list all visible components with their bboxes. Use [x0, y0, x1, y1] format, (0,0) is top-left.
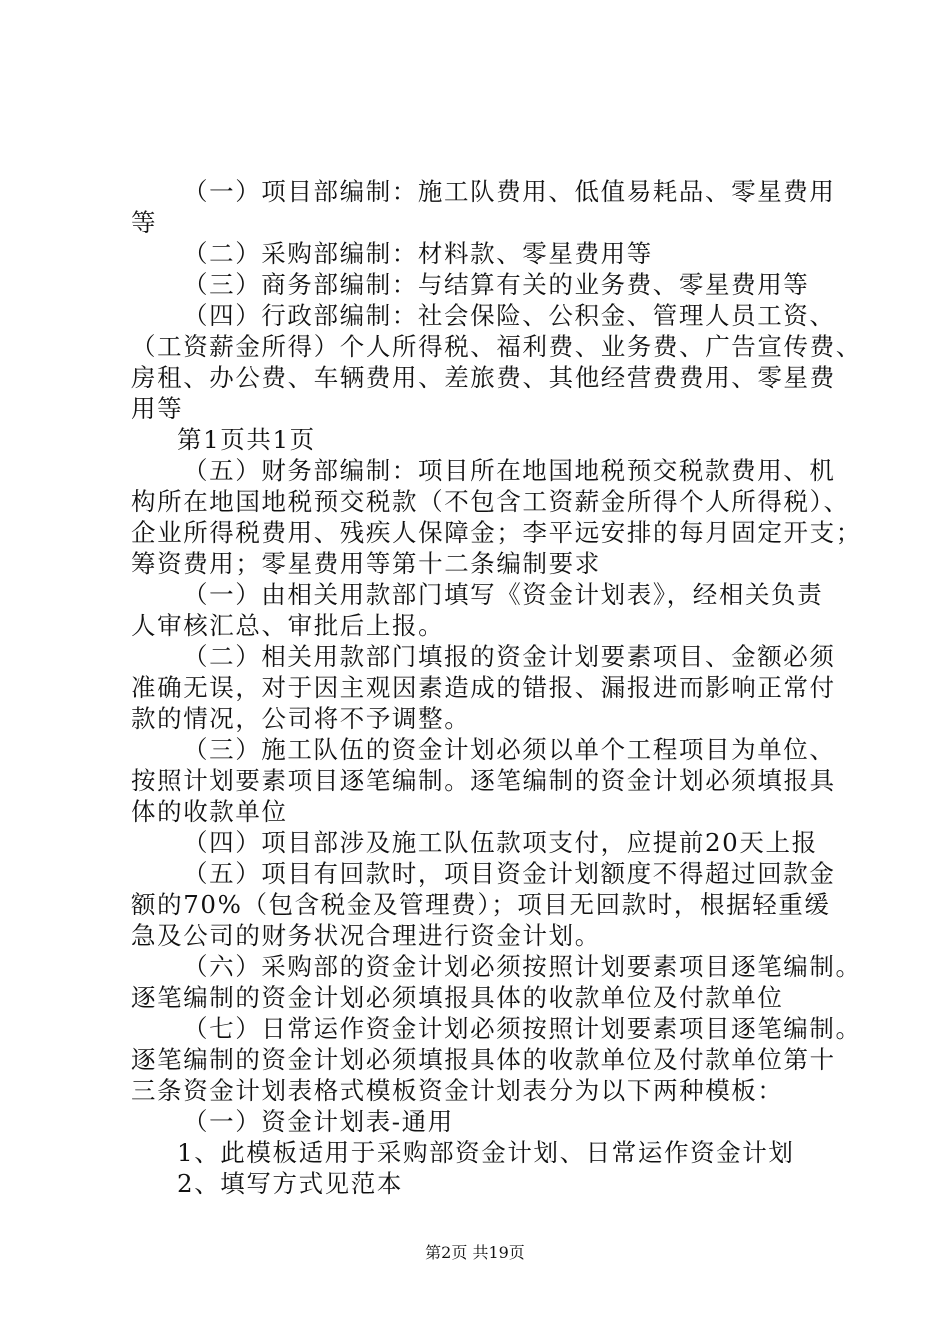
text-line: 企业所得税费用、残疾人保障金；李平远安排的每月固定开支；	[131, 518, 862, 547]
text-line: 构所在地国地税预交税款（不包含工资薪金所得个人所得税）、	[131, 487, 850, 516]
text-line: （一）资金计划表-通用	[183, 1107, 454, 1136]
text-line: （一）项目部编制：施工队费用、低值易耗品、零星费用	[183, 177, 836, 206]
text-line: （五）项目有回款时，项目资金计划额度不得超过回款金	[183, 859, 836, 888]
text-line: 体的收款单位	[131, 797, 288, 826]
text-line: 急及公司的财务状况合理进行资金计划。	[131, 921, 601, 950]
text-line: （一）由相关用款部门填写《资金计划表》，经相关负责	[183, 580, 824, 609]
text-line: （六）采购部的资金计划必须按照计划要素项目逐笔编制。	[183, 952, 862, 981]
text-line: 款的情况，公司将不予调整。	[131, 704, 471, 733]
text-line: （二）采购部编制：材料款、零星费用等	[183, 239, 653, 268]
text-line: 额的70%（包含税金及管理费）；项目无回款时，根据轻重缓	[131, 890, 831, 919]
text-line: （三）商务部编制：与结算有关的业务费、零星费用等	[183, 270, 810, 299]
text-line: 三条资金计划表格式模板资金计划表分为以下两种模板：	[131, 1076, 784, 1105]
text-line: （三）施工队伍的资金计划必须以单个工程项目为单位、	[183, 735, 836, 764]
text-line: 房租、办公费、车辆费用、差旅费、其他经营费费用、零星费	[131, 363, 836, 392]
text-line: （四）项目部涉及施工队伍款项支付，应提前20天上报	[183, 828, 818, 857]
text-line: （五）财务部编制：项目所在地国地税预交税款费用、机	[183, 456, 836, 485]
text-line: （工资薪金所得）个人所得税、福利费、业务费、广告宣传费、	[131, 332, 862, 361]
text-line: （七）日常运作资金计划必须按照计划要素项目逐笔编制。	[183, 1014, 862, 1043]
page-footer: 第2页 共19页	[425, 1243, 525, 1262]
text-line: 用等	[131, 394, 184, 423]
text-line: 2、填写方式见范本	[177, 1169, 403, 1198]
text-line: 准确无误，对于因主观因素造成的错报、漏报进而影响正常付	[131, 673, 836, 702]
text-line: 逐笔编制的资金计划必须填报具体的收款单位及付款单位	[131, 983, 784, 1012]
text-line: 逐笔编制的资金计划必须填报具体的收款单位及付款单位第十	[131, 1045, 836, 1074]
text-line: （二）相关用款部门填报的资金计划要素项目、金额必须	[183, 642, 836, 671]
text-line: 按照计划要素项目逐笔编制。逐笔编制的资金计划必须填报具	[131, 766, 836, 795]
text-line: 人审核汇总、审批后上报。	[131, 611, 445, 640]
text-line: （四）行政部编制：社会保险、公积金、管理人员工资、	[183, 301, 836, 330]
text-line: 1、此模板适用于采购部资金计划、日常运作资金计划	[177, 1138, 795, 1167]
text-line: 第1页共1页	[177, 425, 316, 454]
text-line: 筹资费用；零星费用等第十二条编制要求	[131, 549, 601, 578]
text-line: 等	[131, 208, 158, 237]
